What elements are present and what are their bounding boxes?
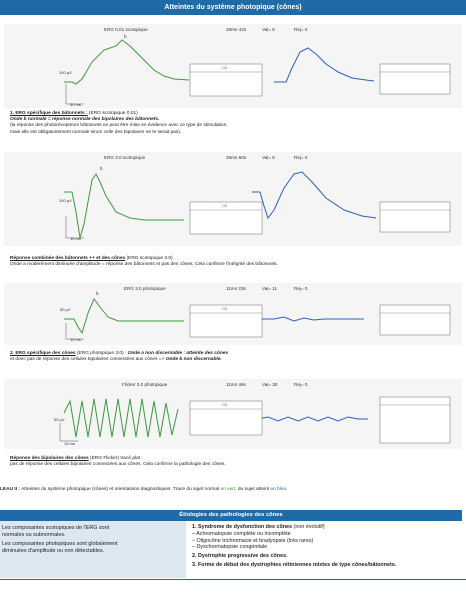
etiologies-left: Les composantes scotopiques de l'ERG sont normales ou subnormales. Les composantes photopiques sont globalement diminuées d'amplitude ou non détectables.: [0, 521, 186, 578]
panel-rej: Rej= 0: [294, 286, 308, 291]
panel-title: ERG 3.0 scotopique: [104, 155, 146, 160]
scale-label: 100 µV: [59, 198, 72, 203]
bottom-rule: [0, 579, 466, 580]
scale-label: 50 µV: [60, 307, 71, 312]
caption-2: Réponse combinée des bâtonnets ++ et des cônes (ERG scotopique 3.0) Onde a modérément diminuée d'amplitude = réponse des bâtonnets et pas des cônes. Cela confirme l'intégrité des bâtonnets.: [10, 256, 278, 268]
erg-panel-2: [4, 152, 462, 246]
wave-b-label: b: [96, 291, 99, 296]
normal-trace: [64, 40, 189, 84]
panel-rej: Rej= 0: [294, 155, 308, 160]
patient-trace: [274, 48, 374, 82]
etiologies-right: 1. Syndrome de dysfonction des cônes (non évolutif) – Achromatopsie complète ou incomplète – Oligocône trichromacie et bradyopsie (très rares) – Dyschromatopsie congénitale 2. Dystrophie progressive des cônes. 3. Forme de début des dystrophies rétiniennes mixtes de type cônes/bâtonnets.: [186, 521, 462, 578]
normal-trace: [64, 299, 184, 333]
panel-val: Val= 30: [262, 382, 278, 387]
scale-label: 100 µV: [59, 70, 72, 75]
figure-legend: LEAU II : Atteintes du système photopique (cônes) et orientations diagnostiques. Tracé du sujet normal en vert, du sujet atteint en bleu.: [0, 487, 288, 492]
panel-val: Val= 5: [262, 155, 275, 160]
erg-plot-4: [4, 379, 462, 449]
panel-time: 11mn 46s: [226, 382, 246, 387]
time-scale-label: 10 ms: [70, 337, 81, 342]
normal-trace: [64, 399, 178, 437]
table-title: OD: [222, 403, 228, 407]
table-title: OD: [222, 307, 228, 311]
scale-label: 50 µV: [54, 417, 65, 422]
normal-trace: [64, 174, 184, 238]
panel-time: 29mn 42s: [226, 27, 247, 32]
time-scale-label: 10 ms: [70, 236, 81, 241]
panel-time: 11mn 23s: [226, 286, 246, 291]
erg-panel-1: [4, 24, 462, 108]
time-scale-label: 50 ms: [70, 102, 81, 107]
table-title: OD: [222, 66, 228, 70]
panel-rej: Rej= 0: [294, 382, 308, 387]
patient-trace: [258, 417, 368, 421]
erg-plot-1: [4, 24, 462, 108]
panel-val: Val= 11: [262, 286, 278, 291]
erg-plot-2: [4, 152, 462, 246]
panel-title: Flicker 3.0 photopique: [122, 382, 168, 387]
panel-title: ERG 0.01 scotopique: [104, 27, 148, 32]
caption-3: 2. ERG spécifique des cônes (ERG photopique 3.0) : Onde a non discernable : atteinte des cônes et donc pas de réponse des cellules bipolaires connectées aux cônes => Onde b non discernable.: [10, 351, 229, 363]
table-title: OD: [222, 204, 228, 208]
erg-plot-3: [4, 283, 462, 345]
caption-1: 1. ERG spécifique des bâtonnets : (ERG scotopique 0.01) Onde b normale = réponse normale des bipolaires des bâtonnets. (la réponse des photorécepteurs bâtonnets ne peut être mise en évidence avec ce type de stimulation, mais elle est obligatoirement normale sinon celle des bipolaires ne le serait pas).: [10, 111, 228, 135]
wave-b-label: b: [100, 166, 103, 171]
panel-val: Val= 5: [262, 27, 275, 32]
patient-trace: [252, 172, 376, 218]
time-scale-label: 10 ms: [64, 441, 75, 446]
caption-4: Réponse des bipolaires des cônes (ERG Flicker) tracé plat : pas de réponse des cellules bipolaires connectées aux cônes. Cela confirme la pathologie des cônes.: [10, 456, 226, 468]
panel-rej: Rej= 0: [294, 27, 308, 32]
panel-title: ERG 3.0 photopique: [124, 286, 166, 291]
etiologies-header: Étiologies des pathologies des cônes: [0, 510, 462, 521]
erg-panel-4: [4, 379, 462, 449]
panel-time: 26mn 50s: [226, 155, 247, 160]
wave-b-label: b: [124, 34, 127, 39]
patient-trace: [256, 317, 364, 321]
section-header: Atteintes du système photopique (cônes): [0, 0, 466, 15]
erg-panel-3: [4, 283, 462, 345]
